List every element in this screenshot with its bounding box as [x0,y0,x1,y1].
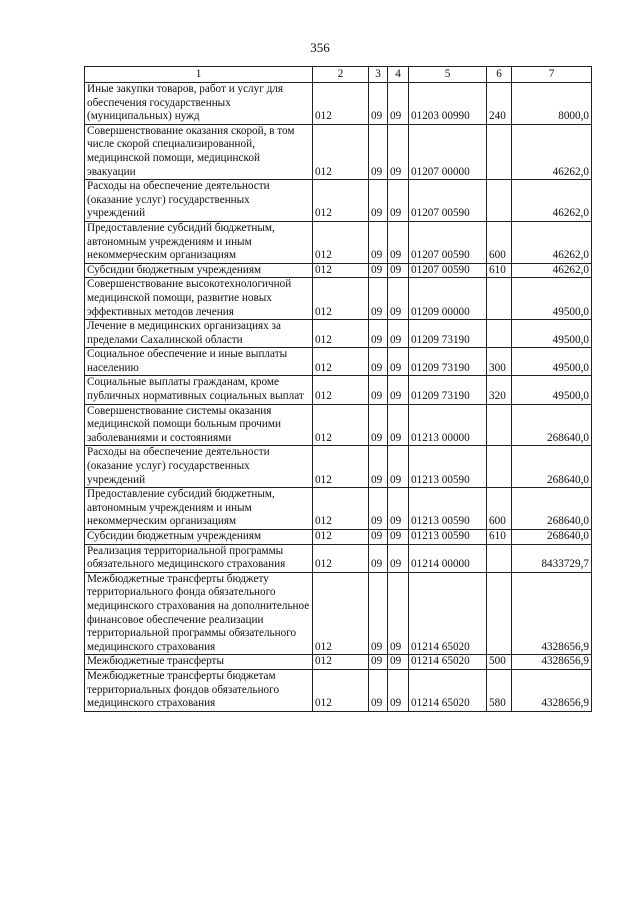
table-row [85,124,592,179]
cell-expense-type: 500 [487,655,512,670]
cell-ministry-code: 012 [313,669,369,711]
cell-target-article: 01213 00590 [409,446,487,488]
cell-ministry-code: 012 [313,263,369,278]
header-row [85,67,592,83]
cell-amount: 46262,0 [512,263,592,278]
cell-ministry-code: 012 [313,180,369,222]
cell-subsection: 09 [388,180,409,222]
cell-name: Совершенствование оказания скорой, в том числе скорой специализированной, медицинской помощи, медицинской эвакуации [85,124,313,179]
cell-name: Реализация территориальной программы обязательного медицинского страхования [85,544,313,572]
page-number: 356 [310,40,330,55]
cell-ministry-code: 012 [313,488,369,530]
cell-name: Межбюджетные трансферты бюджетам территориальных фондов обязательного медицинского страхования [85,669,313,711]
cell-expense-type [487,180,512,222]
cell-subsection: 09 [388,348,409,376]
cell-expense-type: 300 [487,348,512,376]
cell-amount: 46262,0 [512,221,592,263]
header-col-1: 1 [85,67,313,83]
cell-name: Социальные выплаты гражданам, кроме публичных нормативных социальных выплат [85,376,313,404]
cell-name: Межбюджетные трансферты бюджету территориального фонда обязательного медицинского страхования на дополнительное финансовое обеспечение реализации территориальной программы обязательного медицинского страхования [85,572,313,655]
table-row [85,530,592,545]
cell-ministry-code: 012 [313,83,369,125]
cell-subsection: 09 [388,544,409,572]
cell-section: 09 [369,221,388,263]
table-row [85,655,592,670]
cell-expense-type [487,320,512,348]
table-row [85,572,592,655]
cell-section: 09 [369,263,388,278]
cell-expense-type [487,124,512,179]
cell-name: Иные закупки товаров, работ и услуг для обеспечения государственных (муниципальных) нужд [85,83,313,125]
cell-amount: 268640,0 [512,488,592,530]
cell-subsection: 09 [388,376,409,404]
cell-ministry-code: 012 [313,446,369,488]
cell-amount: 46262,0 [512,180,592,222]
table-row [85,221,592,263]
cell-ministry-code: 012 [313,320,369,348]
cell-ministry-code: 012 [313,124,369,179]
cell-subsection: 09 [388,404,409,446]
cell-target-article: 01213 00590 [409,530,487,545]
cell-expense-type [487,446,512,488]
cell-amount: 8000,0 [512,83,592,125]
table-row [85,83,592,125]
cell-section: 09 [369,348,388,376]
cell-section: 09 [369,278,388,320]
cell-subsection: 09 [388,221,409,263]
cell-amount: 4328656,9 [512,572,592,655]
cell-name: Предоставление субсидий бюджетным, автономным учреждениям и иным некоммерческим организациям [85,221,313,263]
cell-target-article: 01209 00000 [409,278,487,320]
cell-subsection: 09 [388,278,409,320]
table-row [85,669,592,711]
table-row [85,488,592,530]
cell-name: Совершенствование системы оказания медицинской помощи больным прочими заболеваниями и состояниями [85,404,313,446]
cell-subsection: 09 [388,263,409,278]
cell-name: Субсидии бюджетным учреждениям [85,530,313,545]
cell-subsection: 09 [388,669,409,711]
cell-expense-type: 600 [487,221,512,263]
table-row [85,446,592,488]
cell-name: Социальное обеспечение и иные выплаты населению [85,348,313,376]
cell-target-article: 01209 73190 [409,376,487,404]
cell-target-article: 01209 73190 [409,320,487,348]
cell-name: Предоставление субсидий бюджетным, автономным учреждениям и иным некоммерческим организациям [85,488,313,530]
header-col-7: 7 [512,67,592,83]
cell-amount: 49500,0 [512,320,592,348]
cell-section: 09 [369,530,388,545]
cell-section: 09 [369,180,388,222]
cell-target-article: 01207 00590 [409,180,487,222]
table-row [85,544,592,572]
cell-ministry-code: 012 [313,348,369,376]
cell-subsection: 09 [388,83,409,125]
cell-subsection: 09 [388,488,409,530]
cell-name: Субсидии бюджетным учреждениям [85,263,313,278]
cell-section: 09 [369,446,388,488]
cell-ministry-code: 012 [313,278,369,320]
cell-section: 09 [369,83,388,125]
cell-amount: 49500,0 [512,348,592,376]
cell-expense-type: 580 [487,669,512,711]
cell-amount: 4328656,9 [512,669,592,711]
cell-ministry-code: 012 [313,404,369,446]
cell-subsection: 09 [388,530,409,545]
cell-expense-type [487,404,512,446]
cell-expense-type [487,278,512,320]
cell-target-article: 01214 65020 [409,572,487,655]
table-row [85,320,592,348]
cell-name: Расходы на обеспечение деятельности (оказание услуг) государственных учреждений [85,180,313,222]
cell-section: 09 [369,488,388,530]
table-row [85,376,592,404]
cell-name: Расходы на обеспечение деятельности (оказание услуг) государственных учреждений [85,446,313,488]
table-row [85,263,592,278]
cell-expense-type: 600 [487,488,512,530]
cell-expense-type: 610 [487,263,512,278]
cell-target-article: 01207 00000 [409,124,487,179]
budget-table [84,66,592,712]
cell-expense-type: 240 [487,83,512,125]
table-row [85,180,592,222]
cell-target-article: 01207 00590 [409,263,487,278]
cell-subsection: 09 [388,320,409,348]
header-col-6: 6 [487,67,512,83]
cell-ministry-code: 012 [313,544,369,572]
cell-expense-type: 320 [487,376,512,404]
cell-section: 09 [369,655,388,670]
cell-section: 09 [369,669,388,711]
cell-target-article: 01209 73190 [409,348,487,376]
cell-subsection: 09 [388,124,409,179]
cell-amount: 268640,0 [512,446,592,488]
cell-section: 09 [369,320,388,348]
cell-target-article: 01207 00590 [409,221,487,263]
cell-amount: 46262,0 [512,124,592,179]
table-row [85,278,592,320]
cell-target-article: 01214 65020 [409,655,487,670]
cell-subsection: 09 [388,446,409,488]
cell-ministry-code: 012 [313,530,369,545]
cell-section: 09 [369,376,388,404]
cell-ministry-code: 012 [313,376,369,404]
cell-name: Лечение в медицинских организациях за пределами Сахалинской области [85,320,313,348]
cell-amount: 4328656,9 [512,655,592,670]
cell-section: 09 [369,404,388,446]
cell-amount: 8433729,7 [512,544,592,572]
cell-target-article: 01213 00590 [409,488,487,530]
cell-name: Совершенствование высокотехнологичной медицинской помощи, развитие новых эффективных методов лечения [85,278,313,320]
cell-ministry-code: 012 [313,221,369,263]
cell-subsection: 09 [388,655,409,670]
cell-expense-type [487,572,512,655]
cell-amount: 49500,0 [512,278,592,320]
cell-amount: 49500,0 [512,376,592,404]
header-col-3: 3 [369,67,388,83]
cell-section: 09 [369,572,388,655]
cell-amount: 268640,0 [512,530,592,545]
cell-section: 09 [369,124,388,179]
cell-ministry-code: 012 [313,572,369,655]
cell-name: Межбюджетные трансферты [85,655,313,670]
cell-subsection: 09 [388,572,409,655]
cell-ministry-code: 012 [313,655,369,670]
cell-target-article: 01214 65020 [409,669,487,711]
table-row [85,404,592,446]
cell-section: 09 [369,544,388,572]
header-col-4: 4 [388,67,409,83]
header-col-5: 5 [409,67,487,83]
header-col-2: 2 [313,67,369,83]
cell-target-article: 01203 00990 [409,83,487,125]
cell-expense-type [487,544,512,572]
cell-expense-type: 610 [487,530,512,545]
cell-target-article: 01213 00000 [409,404,487,446]
cell-amount: 268640,0 [512,404,592,446]
cell-target-article: 01214 00000 [409,544,487,572]
table-row [85,348,592,376]
